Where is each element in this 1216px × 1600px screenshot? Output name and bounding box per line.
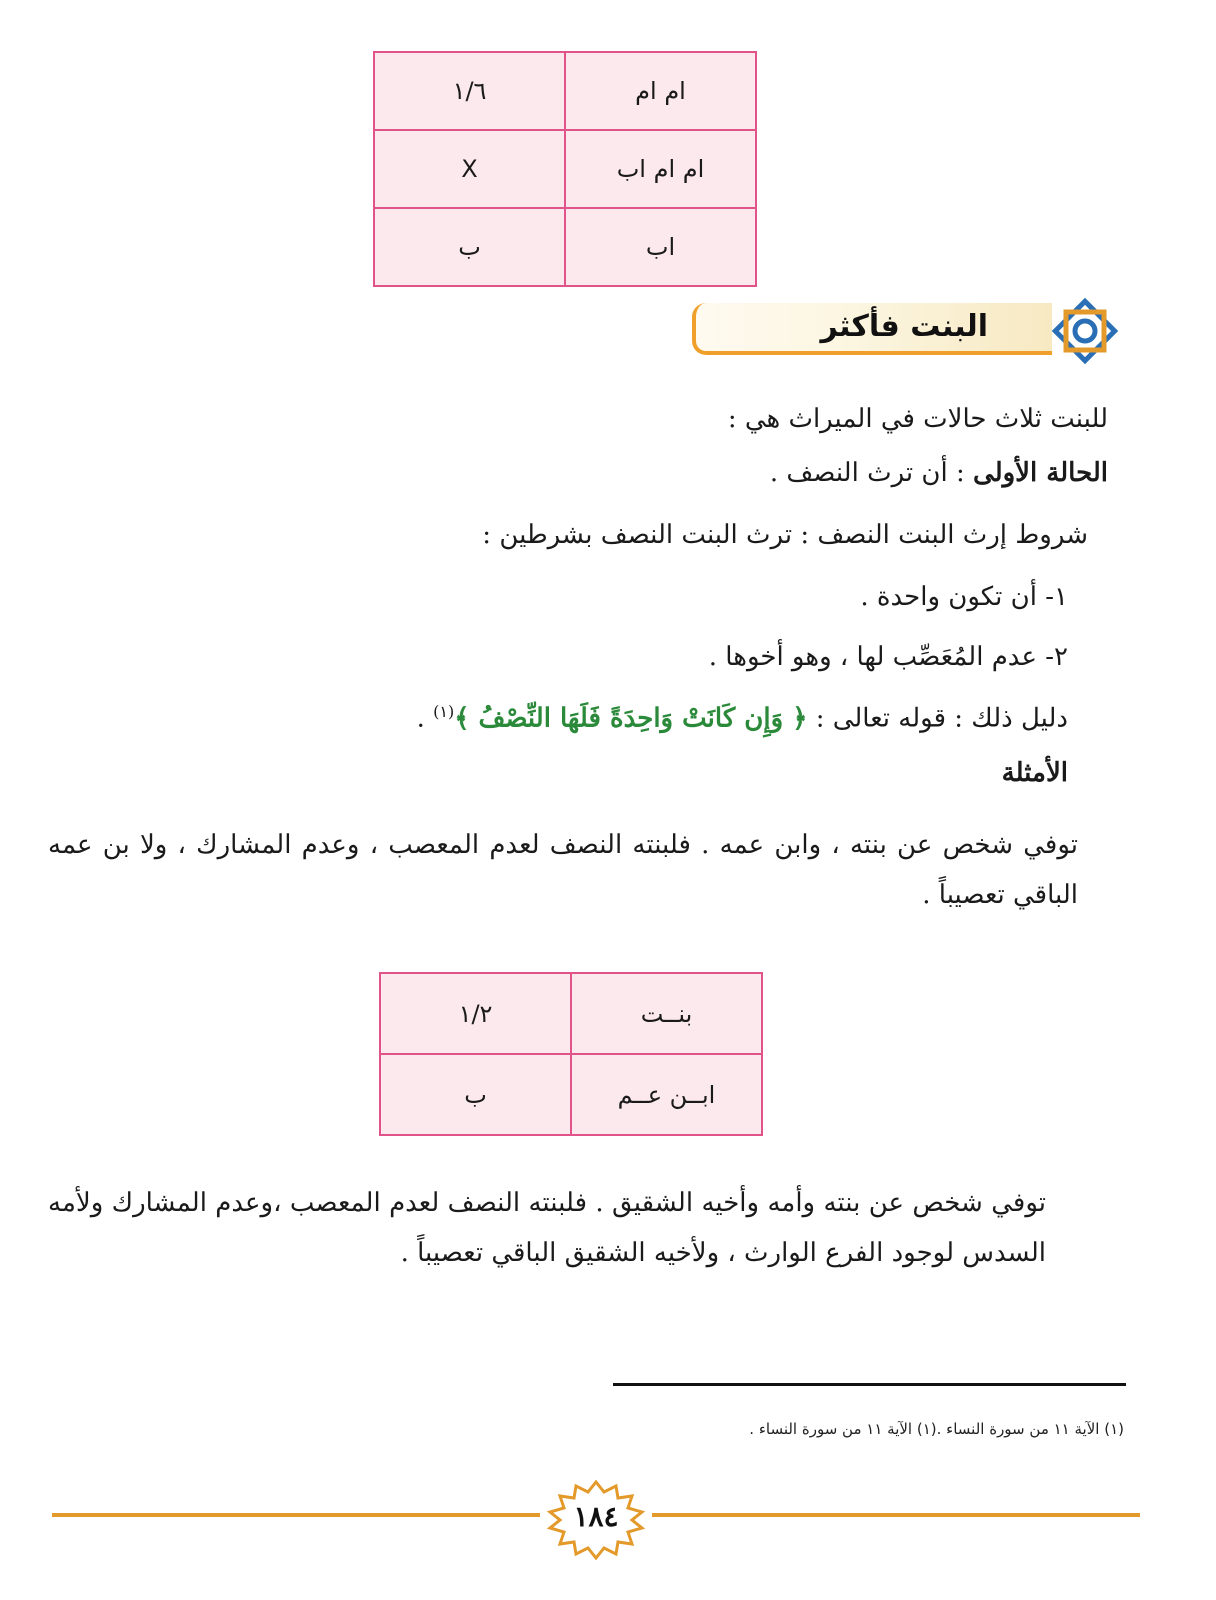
shares-table-1 [373, 51, 757, 287]
footer-rule-left [52, 1513, 540, 1517]
section-title: البنت فأكثر [820, 309, 988, 344]
table-row [380, 1054, 762, 1135]
share-cell: ب [380, 1054, 571, 1135]
example-2: توفي شخص عن بنته وأمه وأخيه الشقيق . فلبنته النصف لعدم المعصب ،وعدم المشارك ولأمه السدس لوجود الفرع الوارث ، ولأخيه الشقيق الباقي تعصيباً . [48, 1188, 1046, 1268]
case1-label: الحالة الأولى [973, 458, 1108, 488]
conditions-intro: شروط إرث البنت النصف : ترث البنت النصف بشرطين : [482, 520, 1088, 550]
evidence-suffix: . [416, 703, 434, 734]
heir-cell: اب [565, 208, 756, 286]
condition-2: ٢- عدم المُعَصِّب لها ، وهو أخوها . [708, 642, 1068, 672]
quran-verse: ﴿ وَإِن كَانَتْ وَاحِدَةً فَلَهَا النِّصْفُ ﴾ [454, 703, 808, 734]
example-1: توفي شخص عن بنته ، وابن عمه . فلبنته النصف لعدم المعصب ، وعدم المشارك ، ولا بن عمه الباقي تعصيباً . [48, 830, 1078, 910]
heir-cell: ام ام [565, 52, 756, 130]
footnote: (١) الآية ١١ من سورة النساء .(١) الآية ١١ من سورة النساء . [749, 1420, 1124, 1438]
ornament-icon [1046, 295, 1124, 367]
condition-1: ١- أن تكون واحدة . [860, 582, 1068, 612]
footnote-divider [613, 1383, 1126, 1386]
footnote-ref: (١) [433, 702, 455, 721]
footer-rule-right [652, 1513, 1140, 1517]
share-cell: X [374, 130, 565, 208]
case1-line [770, 458, 1108, 488]
case1-text: : أن ترث النصف . [769, 458, 974, 488]
table-row [374, 208, 756, 286]
share-cell: ب [374, 208, 565, 286]
table-row [374, 52, 756, 130]
page-number: ١٨٤ [573, 1500, 619, 1533]
heir-cell: بنــت [571, 973, 762, 1054]
evidence-prefix: دليل ذلك : قوله تعالى : [815, 703, 1068, 734]
examples-heading: الأمثلة [1001, 758, 1068, 788]
share-cell: ١/٢ [380, 973, 571, 1054]
shares-table-2 [379, 972, 763, 1136]
intro-line: للبنت ثلاث حالات في الميراث هي : [727, 404, 1108, 434]
table-row [374, 130, 756, 208]
heir-cell: ابــن عــم [571, 1054, 762, 1135]
table-row [380, 973, 762, 1054]
heir-cell: ام ام اب [565, 130, 756, 208]
share-cell: ١/٦ [374, 52, 565, 130]
evidence-line [417, 702, 1068, 734]
